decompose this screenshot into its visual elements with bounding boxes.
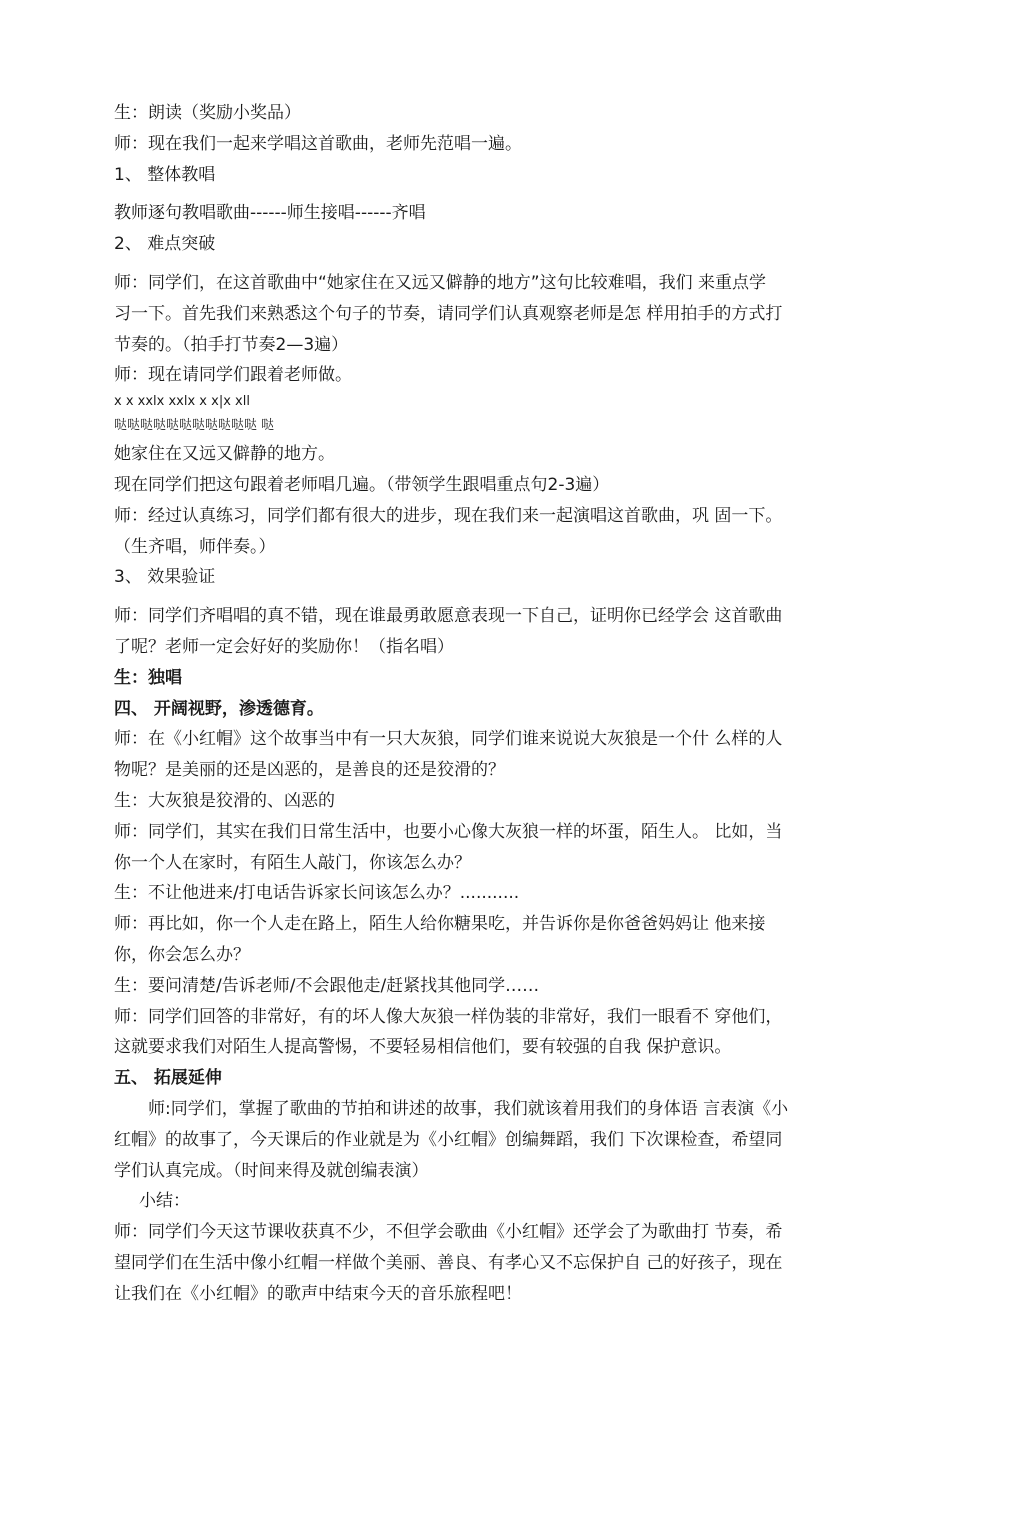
lyric-line: 她家住在又远又僻静的地方。 [114, 444, 335, 465]
text-line: 物呢？是美丽的还是凶恶的，是善良的还是狡滑的？ [114, 760, 505, 781]
text-line: 你，你会怎么办？ [114, 944, 250, 965]
text-line: 师:同学们，掌握了歌曲的节拍和讲述的故事，我们就该着用我们的身体语 言表演《小 [148, 1098, 789, 1119]
text-line: 让我们在《小红帽》的歌声中结束今天的音乐旅程吧！ [114, 1283, 522, 1304]
text-line: 师：同学们齐唱唱的真不错，现在谁最勇敢愿意表现一下自己，证明你已经学会 这首歌曲 [114, 606, 783, 627]
text-line: 师：现在我们一起来学唱这首歌曲，老师先范唱一遍。 [114, 133, 522, 154]
text-line: 教师逐句教唱歌曲------师生接唱------齐唱 [114, 203, 426, 224]
text-line: 生：大灰狼是狡滑的、凶恶的 [114, 790, 335, 811]
text-line: 习一下。首先我们来熟悉这个句子的节奏，请同学们认真观察老师是怎 样用拍手的方式打 [114, 303, 783, 324]
text-line: 师：再比如，你一个人走在路上，陌生人给你糖果吃，并告诉你是你爸爸妈妈让 他来接 [114, 914, 766, 935]
section-heading: 2、 难点突破 [114, 234, 216, 255]
rhythm-notation: x x xxlx xxlx x x|x xll [114, 394, 250, 410]
text-line: 师：同学们，在这首歌曲中“她家住在又远又僻静的地方”这句比较难唱，我们 来重点学 [114, 272, 767, 293]
text-line: 这就要求我们对陌生人提高警惕，不要轻易相信他们，要有较强的自我 保护意识。 [114, 1037, 732, 1058]
text-line: 红帽》的故事了，今天课后的作业就是为《小红帽》创编舞蹈，我们 下次课检查，希望同 [114, 1129, 783, 1150]
text-line: 师：同学们回答的非常好，有的坏人像大灰狼一样伪装的非常好，我们一眼看不 穿他们， [114, 1006, 783, 1027]
text-line: 生：要问清楚/告诉老师/不会跟他走/赶紧找其他同学…… [114, 975, 540, 996]
section-heading: 五、 拓展延伸 [114, 1068, 222, 1089]
document-page [114, 98, 914, 1309]
section-heading: 3、 效果验证 [114, 567, 216, 588]
text-line: （生齐唱，师伴奏。） [114, 536, 276, 557]
text-line: 学们认真完成。（时间来得及就创编表演） [114, 1160, 429, 1181]
text-line: 师：同学们今天这节课收获真不少，不但学会歌曲《小红帽》还学会了为歌曲打 节奏，希 [114, 1222, 783, 1243]
text-line: 你一个人在家时，有陌生人敲门，你该怎么办？ [114, 852, 471, 873]
rhythm-syllables: 哒哒哒哒哒哒哒哒哒哒哒 哒 [114, 418, 275, 434]
text-line: 师：同学们，其实在我们日常生活中，也要小心像大灰狼一样的坏蛋，陌生人。 比如，当 [114, 821, 783, 842]
text-line: 师：经过认真练习，同学们都有很大的进步，现在我们来一起演唱这首歌曲，巩 固一下。 [114, 505, 783, 526]
text-line: 望同学们在生活中像小红帽一样做个美丽、善良、有孝心又不忘保护自 己的好孩子，现在 [114, 1252, 783, 1273]
section-heading: 四、 开阔视野，渗透德育。 [114, 698, 324, 719]
text-line: 师：现在请同学们跟着老师做。 [114, 365, 352, 386]
text-line: 生：独唱 [114, 667, 182, 688]
text-line: 现在同学们把这句跟着老师唱几遍。（带领学生跟唱重点句2-3遍） [114, 474, 610, 495]
text-line: 师：在《小红帽》这个故事当中有一只大灰狼，同学们谁来说说大灰狼是一个什 么样的人 [114, 729, 783, 750]
text-line: 了呢？老师一定会好好的奖励你！（指名唱） [114, 636, 454, 657]
section-heading: 1、 整体教唱 [114, 164, 216, 185]
text-line: 生：不让他进来/打电话告诉家长问该怎么办？........... [114, 883, 520, 904]
text-line: 生：朗读（奖励小奖品） [114, 103, 301, 123]
summary-heading: 小结： [139, 1191, 190, 1212]
text-line: 节奏的。（拍手打节奏2—3遍） [114, 334, 349, 355]
